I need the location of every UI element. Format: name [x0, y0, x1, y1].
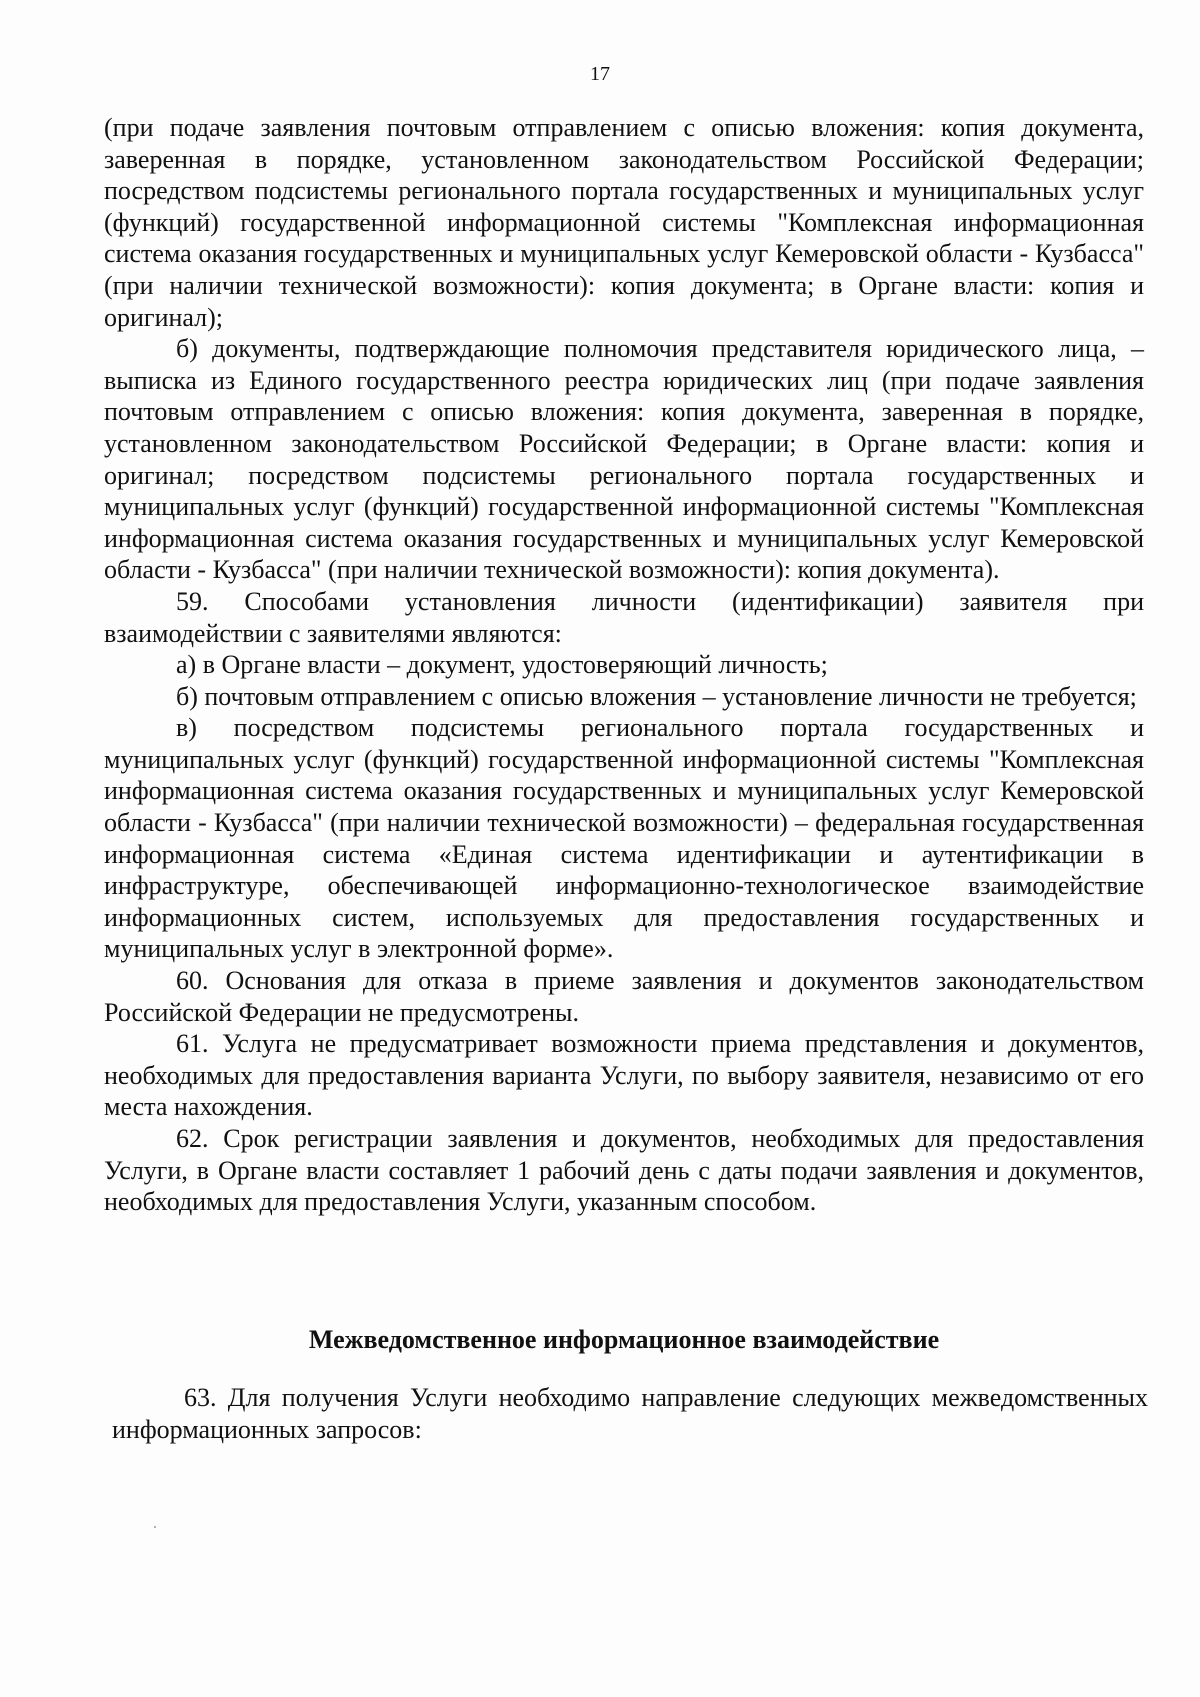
section-heading: Межведомственное информационное взаимодействие [308, 1325, 940, 1354]
scan-speck [154, 1526, 156, 1528]
paragraph-61-extraterritorial: 61. Услуга не предусматривает возможности приема представления и документов, необходимых для предоставления варианта Услуги, по выбору заявителя, независимо от его места нахождения. [104, 1029, 1144, 1122]
paragraph-copy-methods: (при подаче заявления почтовым отправлением с описью вложения: копия документа, заверенная в порядке, установленном законодательством Российской Федерации; посредством подсистемы регионального портала государственных и муниципальных услуг (функций) государственной информационной системы "Комплексная информационная система оказания государственных и муниципальных услуг Кемеровской области - Кузбасса" (при наличии технической возможности): копия документа; в Органе власти: копия и оригинал); [104, 113, 1144, 332]
paragraph-representative-documents: б) документы, подтверждающие полномочия представителя юридического лица, – выписка из Единого государственного реестра юридических лиц (при подаче заявления почтовым отправлением с описью вложения: копия документа, заверенная в порядке, установленном законодательством Российской Федерации; в Органе власти: копия и оригинал; посредством подсистемы регионального портала государственных и муниципальных услуг (функций) государственной информационной системы "Комплексная информационная система оказания государственных и муниципальных услуг Кемеровской области - Кузбасса" (при наличии технической возможности): копия документа). [104, 334, 1144, 585]
paragraph-60-refusal-grounds: 60. Основания для отказа в приеме заявления и документов законодательством Российской Федерации не предусмотрены. [104, 966, 1144, 1027]
paragraph-63-interagency-requests: 63. Для получения Услуги необходимо направление следующих межведомственных информационных запросов: [112, 1383, 1148, 1444]
paragraph-59b: б) почтовым отправлением с описью вложения – установление личности не требуется; [176, 681, 1137, 711]
document-body-continued [112, 1382, 1148, 1445]
paragraph-62-registration-term: 62. Срок регистрации заявления и документов, необходимых для предоставления Услуги, в Органе власти составляет 1 рабочий день с даты подачи заявления и документов, необходимых для предоставления Услуги, указанным способом. [104, 1124, 1144, 1217]
paragraph-59a: а) в Органе власти – документ, удостоверяющий личность; [176, 650, 828, 680]
paragraph-59-identification-methods: 59. Способами установления личности (идентификации) заявителя при взаимодействии с заявителями являются: [104, 586, 1144, 648]
document-body [104, 112, 1144, 1218]
page-number: 17 [590, 63, 610, 85]
paragraph-59v: в) посредством подсистемы регионального портала государственных и муниципальных услуг (функций) государственной информационной системы "Комплексная информационная система оказания государственных и муниципальных услуг Кемеровской области - Кузбасса" (при наличии технической возможности) – федеральная государственная информационная система «Единая система идентификации и аутентификации в инфраструктуре, обеспечивающей информационно-технологическое взаимодействие информационных систем, используемых для предоставления государственных и муниципальных услуг в электронной форме». [104, 713, 1144, 964]
